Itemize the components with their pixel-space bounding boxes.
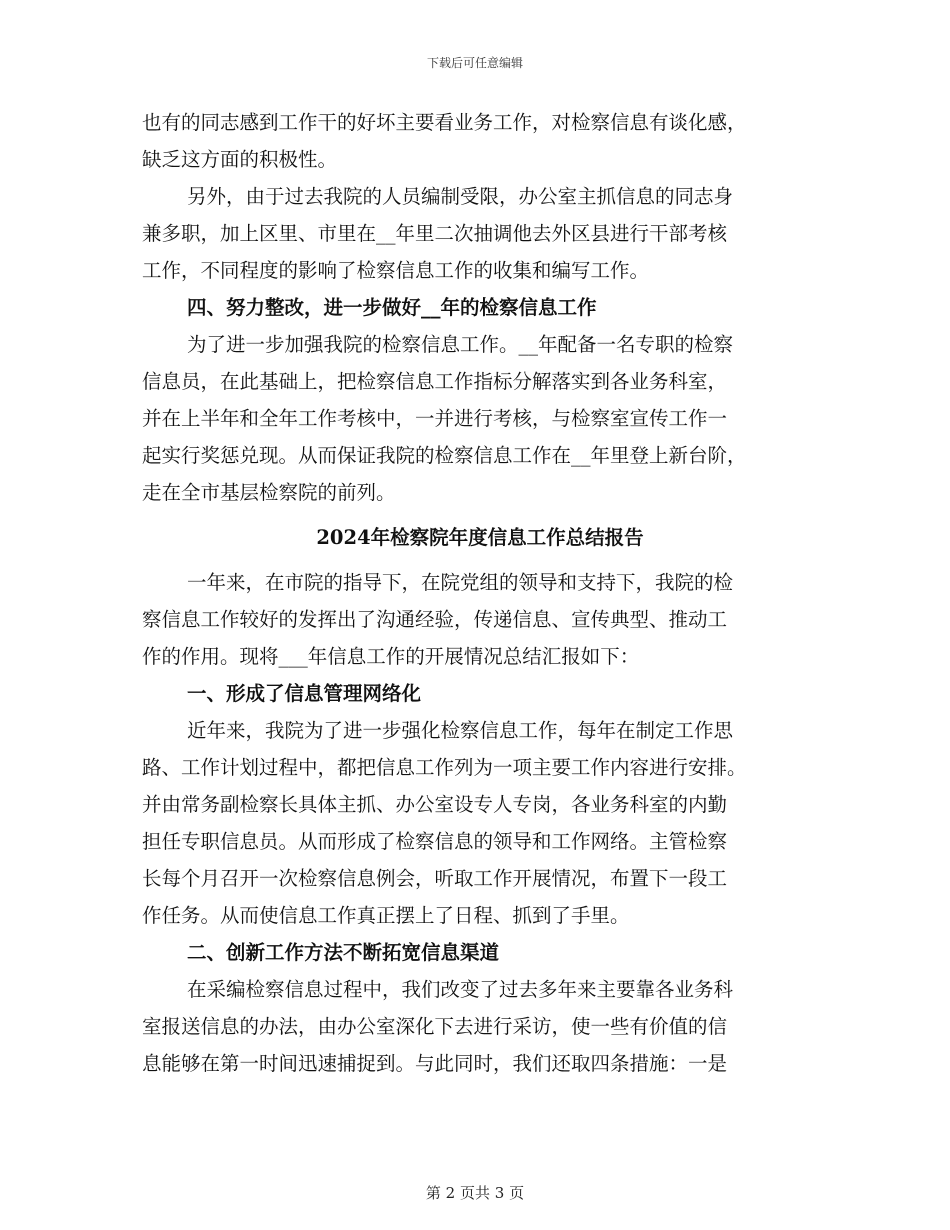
report-title: 2024年检察院年度信息工作总结报告	[316, 526, 644, 549]
paragraph-line: 兼多职，加上区里、市里在__年里二次抽调他去外区县进行干部考核	[142, 222, 728, 245]
page-footer: 第 2 页共 3 页	[425, 1184, 525, 1202]
paragraph-line: 另外，由于过去我院的人员编制受限，办公室主抓信息的同志身	[187, 185, 734, 208]
paragraph-line: 为了进一步加强我院的检察信息工作。__年配备一名专职的检察	[187, 333, 734, 356]
paragraph-line: 起实行奖惩兑现。从而保证我院的检察信息工作在__年里登上新台阶，	[142, 444, 747, 467]
paragraph-line: 作的作用。现将___年信息工作的开展情况总结汇报如下：	[142, 645, 640, 668]
paragraph-line: 并在上半年和全年工作考核中，一并进行考核，与检察室宣传工作一	[142, 407, 728, 430]
paragraph-line: 息能够在第一时间迅速捕捉到。与此同时，我们还取四条措施：一是	[142, 1052, 728, 1075]
section-heading: 四、努力整改，进一步做好__年的检察信息工作	[187, 296, 597, 319]
paragraph-line: 工作，不同程度的影响了检察信息工作的收集和编写工作。	[142, 259, 650, 282]
section-heading: 一、形成了信息管理网络化	[187, 682, 422, 705]
paragraph-line: 走在全市基层检察院的前列。	[142, 481, 396, 504]
paragraph-line: 作任务。从而使信息工作真正摆上了日程、抓到了手里。	[142, 904, 630, 927]
paragraph-line: 缺乏这方面的积极性。	[142, 148, 338, 171]
paragraph-line: 室报送信息的办法，由办公室深化下去进行采访，使一些有价值的信	[142, 1015, 728, 1038]
paragraph-line: 近年来，我院为了进一步强化检察信息工作，每年在制定工作思	[187, 719, 734, 742]
paragraph-line: 察信息工作较好的发挥出了沟通经验，传递信息、宣传典型、推动工	[142, 608, 728, 631]
paragraph-line: 信息员，在此基础上，把检察信息工作指标分解落实到各业务科室，	[142, 370, 728, 393]
section-continuation	[142, 104, 818, 511]
paragraph-line: 也有的同志感到工作干的好坏主要看业务工作，对检察信息有谈化感，	[142, 111, 747, 134]
report-body	[142, 564, 818, 1082]
page-header: 下载后可任意编辑	[426, 56, 523, 70]
section-heading: 二、创新工作方法不断拓宽信息渠道	[187, 941, 500, 964]
paragraph-line: 长每个月召开一次检察信息例会，听取工作开展情况，布置下一段工	[142, 867, 728, 890]
paragraph-line: 一年来，在市院的指导下，在院党组的领导和支持下，我院的检	[187, 571, 734, 594]
document-body	[142, 104, 818, 1082]
paragraph-line: 路、工作计划过程中，都把信息工作列为一项主要工作内容进行安排。	[142, 756, 747, 779]
paragraph-line: 并由常务副检察长具体主抓、办公室设专人专岗，各业务科室的内勤	[142, 793, 728, 816]
paragraph-line: 在采编检察信息过程中，我们改变了过去多年来主要靠各业务科	[187, 978, 734, 1001]
paragraph-line: 担任专职信息员。从而形成了检察信息的领导和工作网络。主管检察	[142, 830, 728, 853]
